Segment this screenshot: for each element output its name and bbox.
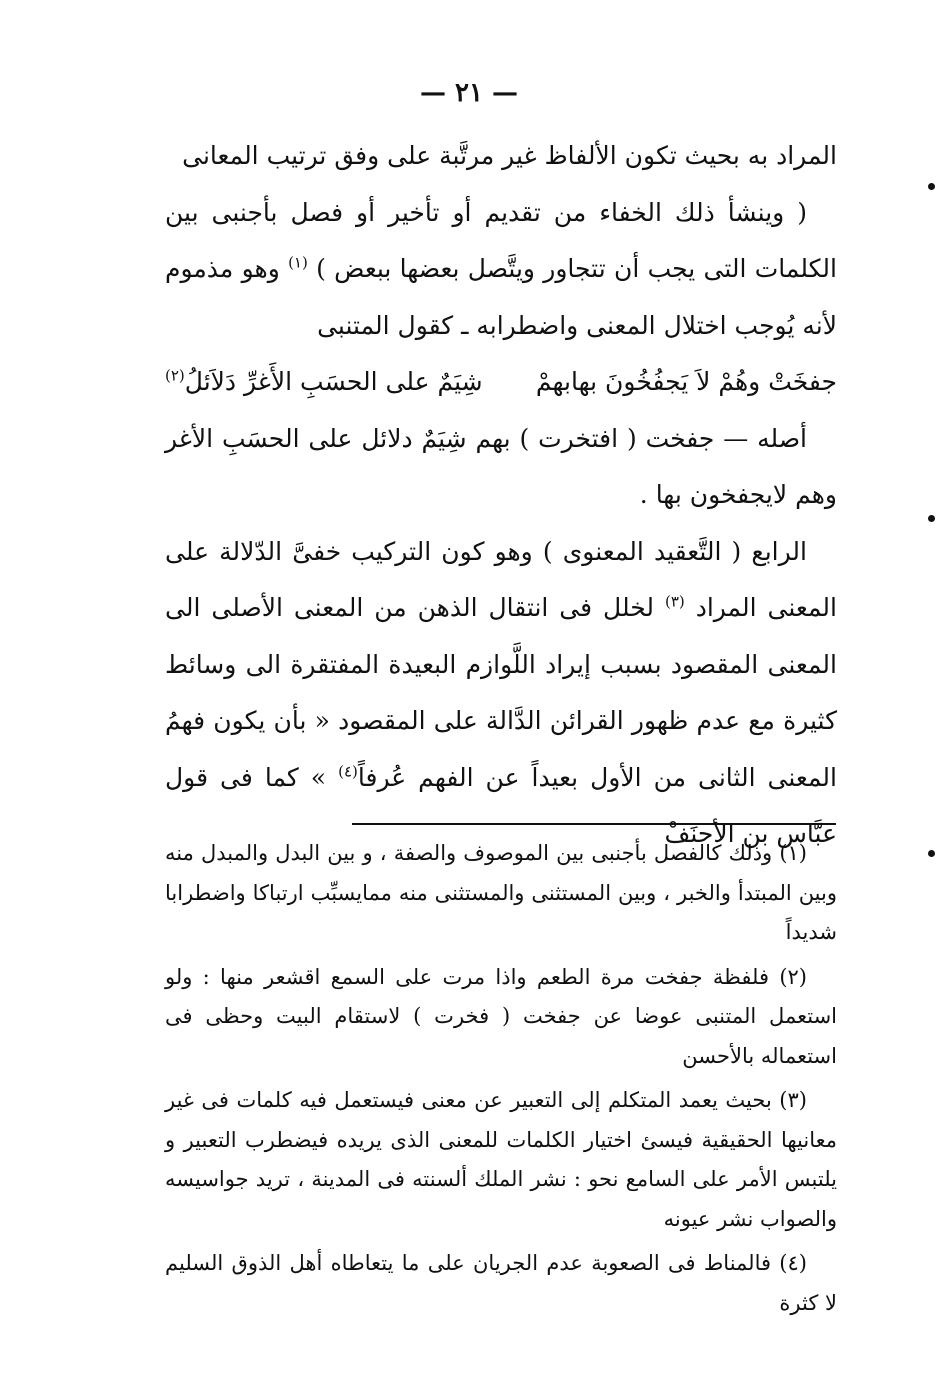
footnote-ref-4[interactable]: (٤) bbox=[338, 762, 358, 781]
poetry-verse bbox=[165, 354, 837, 411]
footnote-2: (٢) فلفظة جفخت مرة الطعم واذا مرت على السمع اقشعر منها : ولو استعمل المتنبى عوضا عن جفخت ( فخرت ) لاستقام البيت وحظى فى استعماله بالأحسن bbox=[165, 964, 837, 1068]
scan-mark-bottom bbox=[928, 850, 935, 857]
text-line-opening: المراد به بحيث تكون الألفاظ غير مرتَّبة على وفق ترتيب المعانى bbox=[182, 141, 837, 170]
footnote-3: (٣) بحيث يعمد المتكلم إلى التعبير عن معنى فيستعمل فيه كلمات فى غير معانيها الحقيقية فيسئ اختيار الكلمات للمعنى الذى يريده فيضطرب التعبير و يلتبس الأمر على السامع نحو : نشر الملك ألسنته فى المدينة ، تريد جواسيسه والصواب نشر عيونه bbox=[165, 1088, 837, 1231]
paragraph-ta3qid-end: » كما فى قول عبَّاس بن الأحنَفْ bbox=[165, 762, 837, 848]
main-text bbox=[165, 128, 837, 863]
footnote-ref-2[interactable]: (٢) bbox=[165, 366, 185, 385]
paragraph-ta3qid bbox=[165, 524, 837, 863]
paragraph-ta3qid-tail: لخلل فى انتقال الذهن من المعنى الأصلى الى المعنى المقصود بسبب إيراد اللَّوازم البعيدة المفتقرة الى وسائط كثيرة مع عدم ظهور القرائن الدَّالة على المقصود « بأن يكون فهمُ المعنى الثانى من الأول بعيداً عن الفهم عُرفاً bbox=[165, 593, 837, 792]
scan-mark-top bbox=[928, 183, 935, 190]
paragraph-ta3qid-head: الرابع ( التَّعقيد المعنوى ) وهو كون التركيب خفىَّ الدّلالة على المعنى المراد bbox=[165, 536, 837, 622]
footnote-separator bbox=[352, 823, 836, 825]
paragraph-khafa bbox=[165, 185, 837, 355]
footnote-ref-3[interactable]: (٣) bbox=[664, 592, 685, 611]
paragraph-asluhu: أصله — جفخت ( افتخرت ) بهم شِيَمٌ دلائل على الحسَبِ الأغر وهم لايجفخون بها . bbox=[165, 423, 837, 509]
verse-first-hemistich: جفخَتْ وهُمْ لاَ يَجفُخُونَ بهابهمْ bbox=[535, 367, 837, 396]
paragraph-khafa-tail: وهو مذموم لأنه يُوجب اختلال المعنى واضطرابه ـ كقول المتنبى bbox=[165, 254, 837, 340]
verse-second-hemistich-wrap bbox=[165, 354, 483, 411]
verse-second-hemistich: شِيَمٌ على الحسَبِ الأَغرِّ دَلاَئلُ bbox=[184, 367, 483, 396]
footnote-4: (٤) فالمناط فى الصعوبة عدم الجريان على ما يتعاطاه أهل الذوق السليم لا كثرة bbox=[165, 1251, 837, 1315]
footnote-ref-1[interactable]: (١) bbox=[288, 253, 308, 272]
page-number: — ٢١ — bbox=[419, 78, 519, 108]
footnotes-section bbox=[165, 834, 837, 1328]
paragraph-khafa-text: ( وينشأ ذلك الخفاء من تقديم أو تأخير أو فصل بأجنبى بين الكلمات التى يجب أن تتجاور ويتَّصل بعضها ببعض ) bbox=[165, 197, 837, 283]
footnote-1: (١) وذلك كالفصل بأجنبى بين الموصوف والصفة ، و بين البدل والمبدل منه وبين المبتدأ والخبر ، وبين المستثنى والمستثنى منه ممايسبِّب ارتباكا واضطرابا شديداً bbox=[165, 841, 837, 944]
scan-mark-middle bbox=[928, 515, 935, 522]
